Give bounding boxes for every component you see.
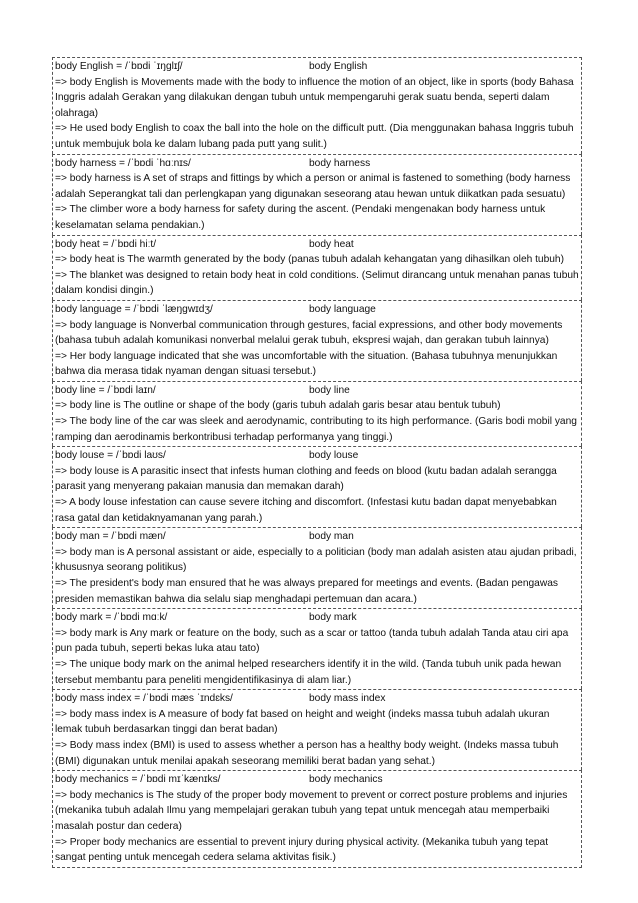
entry-header [55, 691, 579, 707]
pronunciation: body language = /ˈbɒdi ˈlæŋɡwɪdʒ/ [55, 303, 213, 315]
term: body harness [309, 157, 371, 169]
term: body mark [309, 612, 357, 624]
definition: => body man is A personal assistant or aide, especially to a politician (body man adalah asisten atau ajudan pribadi, khususnya seorang politikus) [55, 546, 577, 574]
vocab-entry-body-man [52, 527, 582, 608]
vocab-entry-body-mark [52, 608, 582, 689]
vocab-entry-body-language [52, 300, 582, 381]
definition: => body language is Nonverbal communication through gestures, facial expressions, and other body movements (bahasa tubuh adalah komunikasi nonverbal melalui gerak tubuh, ekspresi wajah, dan gerakan tubuh lainnya) [55, 319, 563, 347]
example: => The president's body man ensured that he was always prepared for meetings and events. (Badan pengawas presiden memastikan bahwa dia selalu siap menghadapi pertemuan dan acara.) [55, 578, 558, 605]
pronunciation: body louse = /ˈbɒdi laʊs/ [55, 450, 166, 462]
definition: => body mass index is A measure of body fat based on height and weight (indeks massa tubuh adalah ukuran lemak tubuh berdasarkan tinggi dan berat badan) [55, 708, 550, 736]
pronunciation: body mark = /ˈbɒdi mɑːk/ [55, 612, 168, 624]
term: body heat [309, 238, 354, 250]
example: => Body mass index (BMI) is used to assess whether a person has a healthy body weight. (Indeks massa tubuh (BMI) digunakan untuk menilai apakah seseorang memiliki berat badan yang sehat.) [55, 739, 559, 767]
definition: => body line is The outline or shape of the body (garis tubuh adalah garis besar atau bentuk tubuh) [55, 400, 501, 412]
example: => The blanket was designed to retain body heat in cold conditions. (Selimut dirancang untuk menahan panas tubuh dalam kondisi dingin.) [55, 269, 579, 297]
example: => Her body language indicated that she was uncomfortable with the situation. (Bahasa tubuhnya menunjukkan bahwa dia merasa tidak nyaman dengan situasi tersebut.) [55, 350, 558, 378]
pronunciation: body English = /ˈbɒdi ˈɪŋɡlɪʃ/ [55, 61, 183, 72]
pronunciation: body harness = /ˈbɒdi ˈhɑːnɪs/ [55, 157, 191, 169]
pronunciation: body mechanics = /ˈbɒdi mɪˈkænɪks/ [55, 774, 221, 786]
entry-header [55, 772, 579, 788]
term: body English [309, 61, 368, 72]
term: body language [309, 303, 376, 315]
vocab-entry-body-harness [52, 154, 582, 235]
pronunciation: body heat = /ˈbɒdi hiːt/ [55, 238, 157, 250]
entry-header [55, 237, 579, 253]
example: => The climber wore a body harness for safety during the ascent. (Pendaki mengenakan body harness untuk keselamatan selama pendakian.) [55, 204, 546, 231]
term: body mass index [309, 693, 386, 705]
pronunciation: body man = /ˈbɒdi mæn/ [55, 531, 166, 543]
example: => A body louse infestation can cause severe itching and discomfort. (Infestasi kutu badan dapat menyebabkan rasa gatal dan ketidaknyamanan yang parah.) [55, 497, 557, 524]
vocab-entry-body-mass-index [52, 689, 582, 770]
vocab-entry-body-line [52, 381, 582, 446]
vocab-entry-body-english [52, 57, 582, 154]
entry-header [55, 302, 579, 318]
entry-header [55, 448, 579, 464]
definition: => body mechanics is The study of the proper body movement to prevent or correct posture problems and injuries (mekanika tubuh adalah Ilmu yang mempelajari gerakan tubuh yang tepat untuk mencegah atau memperbaiki masalah postur dan cedera) [55, 789, 568, 832]
entry-header [55, 610, 579, 626]
definition: => body heat is The warmth generated by the body (panas tubuh adalah kehangatan yang dihasilkan oleh tubuh) [55, 254, 564, 266]
term: body man [309, 531, 354, 543]
vocab-entry-body-heat [52, 235, 582, 300]
pronunciation: body line = /ˈbɒdi laɪn/ [55, 384, 156, 396]
definition: => body louse is A parasitic insect that infests human clothing and feeds on blood (kutu badan adalah serangga parasit yang menyerang pakaian manusia dan memakan darah) [55, 465, 557, 493]
example: => The unique body mark on the animal helped researchers identify it in the wild. (Tanda tubuh unik pada hewan tersebut membantu para peneliti mengidentifikasinya di alam liar.) [55, 658, 562, 686]
vocabulary-list [52, 57, 582, 868]
term: body louse [309, 450, 359, 462]
vocab-entry-body-mechanics [52, 770, 582, 868]
example: => The body line of the car was sleek and aerodynamic, contributing to its high performance. (Garis bodi mobil yang ramping dan aerodinamis berkontribusi terhadap performanya yang tinggi.) [55, 416, 577, 443]
entry-header [55, 383, 579, 399]
definition: => body English is Movements made with the body to influence the motion of an object, like in sports (body Bahasa Inggris adalah Gerakan yang dilakukan dengan tubuh untuk mempengaruhi gerak suatu benda, seperti dalam olahraga) [55, 76, 574, 119]
entry-header [55, 156, 579, 172]
vocab-entry-body-louse [52, 446, 582, 527]
example: => He used body English to coax the ball into the hole on the difficult putt. (Dia menggunakan bahasa Inggris tubuh untuk membujuk bola ke dalam lubang pada putt yang sulit.) [55, 123, 574, 150]
term: body line [309, 384, 350, 396]
entry-header [55, 529, 579, 545]
entry-header [55, 59, 579, 75]
definition: => body harness is A set of straps and fittings by which a person or animal is fastened to something (body harness adalah Seperangkat tali dan perlengkapan yang digunakan seseorang atau hewan untuk diikatkan pada sesuatu) [55, 173, 571, 200]
pronunciation: body mass index = /ˈbɒdi mæs ˈɪndɛks/ [55, 693, 233, 705]
term: body mechanics [309, 774, 383, 786]
example: => Proper body mechanics are essential to prevent injury during physical activity. (Mekanika tubuh yang tepat sangat penting untuk mencegah cedera selama aktivitas fisik.) [55, 836, 549, 864]
definition: => body mark is Any mark or feature on the body, such as a scar or tattoo (tanda tubuh adalah Tanda atau ciri apa pun pada tubuh, seperti bekas luka atau tato) [55, 627, 569, 655]
